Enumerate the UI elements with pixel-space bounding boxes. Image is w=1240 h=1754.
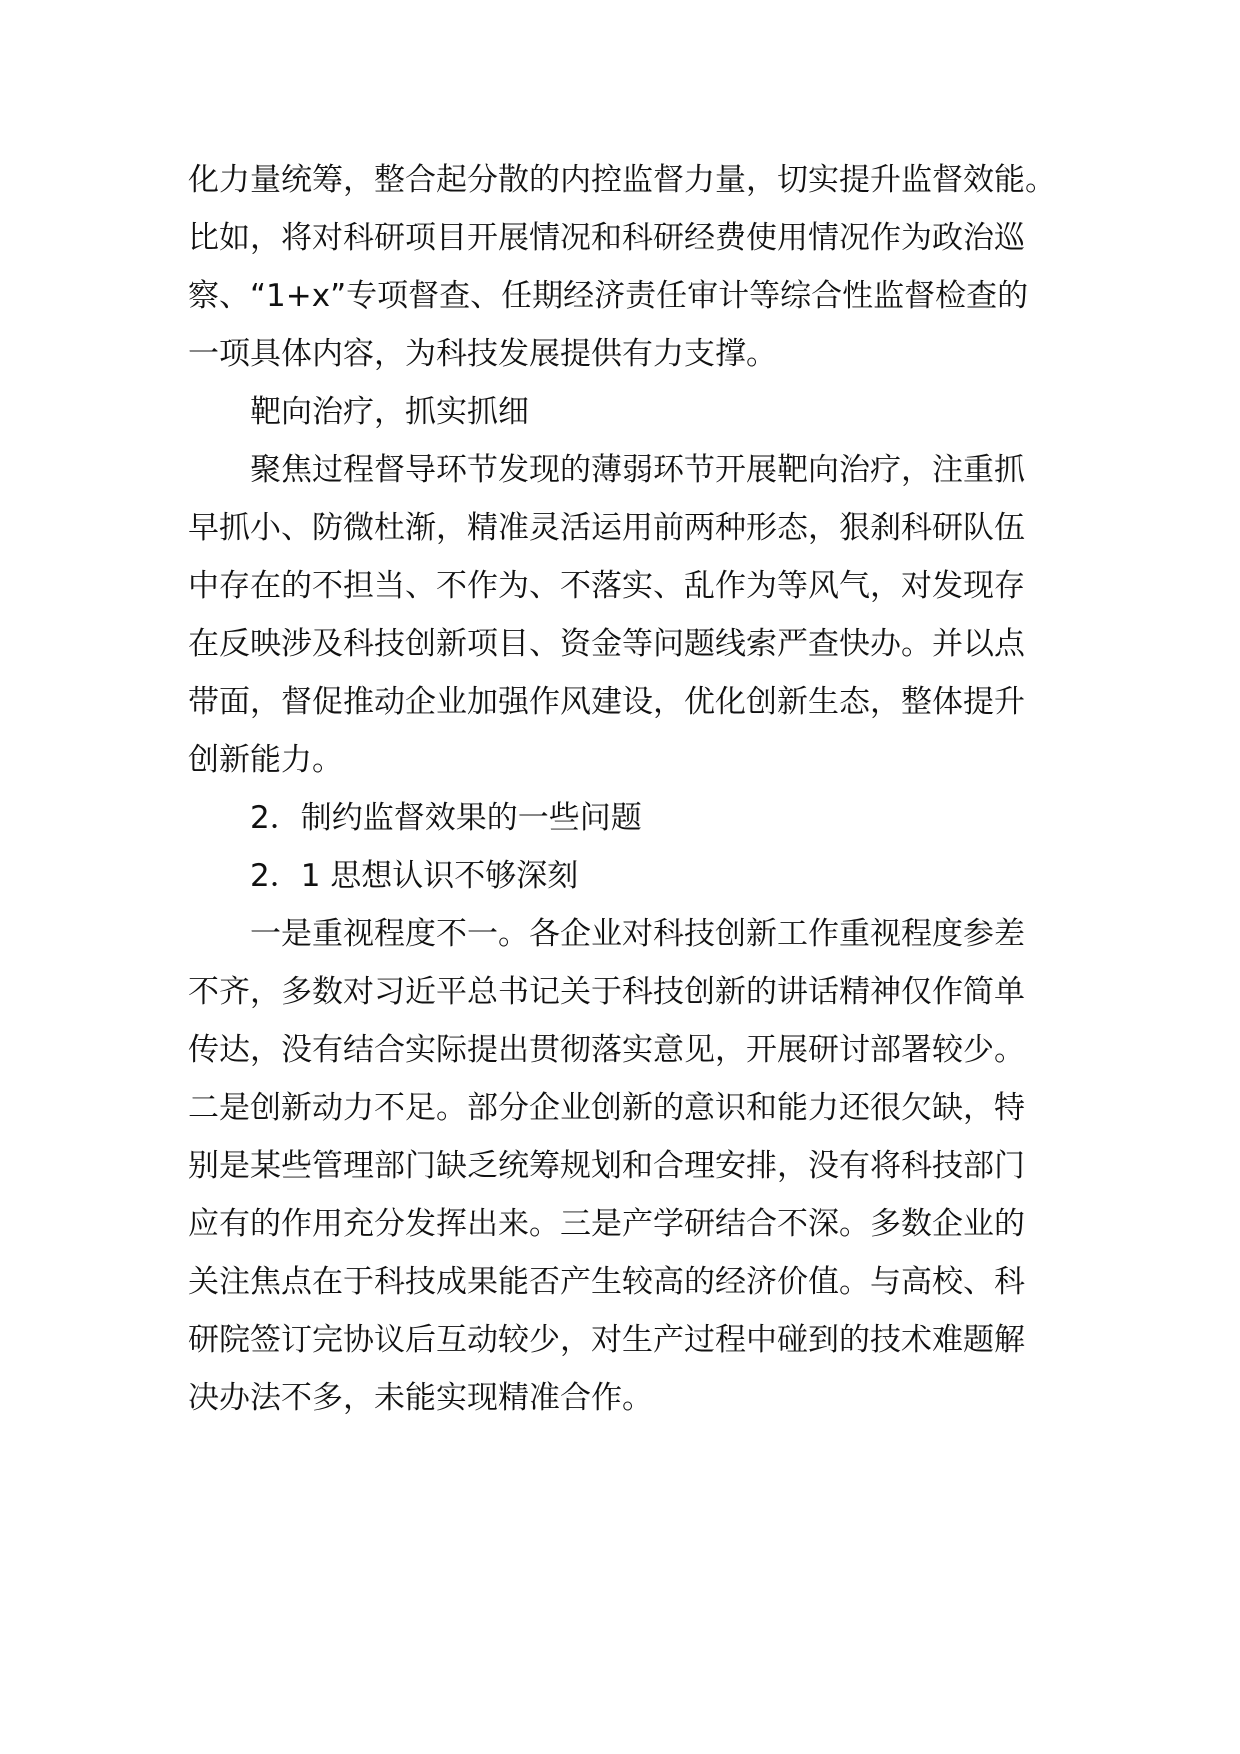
text-line: 应有的作用充分发挥出来。三是产学研结合不深。多数企业的 — [188, 1206, 1025, 1242]
text-line: 聚焦过程督导环节发现的薄弱环节开展靶向治疗，注重抓 — [250, 452, 1025, 488]
text-line: 研院签订完协议后互动较少，对生产过程中碰到的技术难题解 — [188, 1322, 1025, 1358]
text-line: 察、“1+x”专项督查、任期经济责任审计等综合性监督检查的 — [188, 278, 1029, 314]
text-line: 一是重视程度不一。各企业对科技创新工作重视程度参差 — [250, 916, 1025, 952]
text-line: 决办法不多，未能实现精准合作。 — [188, 1380, 653, 1416]
subsection-heading: 2．1 思想认识不够深刻 — [250, 858, 579, 894]
text-line: 一项具体内容，为科技发展提供有力支撑。 — [188, 336, 777, 372]
text-line: 中存在的不担当、不作为、不落实、乱作为等风气，对发现存 — [188, 568, 1025, 604]
text-line: 早抓小、防微杜渐，精准灵活运用前两种形态，狠刹科研队伍 — [188, 510, 1025, 546]
text-line: 在反映涉及科技创新项目、资金等问题线索严查快办。并以点 — [188, 626, 1025, 662]
text-line: 关注焦点在于科技成果能否产生较高的经济价值。与高校、科 — [188, 1264, 1025, 1300]
text-line: 比如，将对科研项目开展情况和科研经费使用情况作为政治巡 — [188, 220, 1025, 256]
section-heading: 2．制约监督效果的一些问题 — [250, 800, 642, 836]
text-line: 二是创新动力不足。部分企业创新的意识和能力还很欠缺，特 — [188, 1090, 1025, 1126]
text-line: 化力量统筹，整合起分散的内控监督力量，切实提升监督效能。 — [188, 162, 1056, 198]
text-line: 创新能力。 — [188, 742, 343, 778]
text-line: 传达，没有结合实际提出贯彻落实意见，开展研讨部署较少。 — [188, 1032, 1025, 1068]
text-line: 不齐，多数对习近平总书记关于科技创新的讲话精神仅作简单 — [188, 974, 1025, 1010]
text-line: 带面，督促推动企业加强作风建设，优化创新生态，整体提升 — [188, 684, 1025, 720]
text-line: 别是某些管理部门缺乏统筹规划和合理安排，没有将科技部门 — [188, 1148, 1025, 1184]
section-heading: 靶向治疗，抓实抓细 — [250, 394, 529, 430]
